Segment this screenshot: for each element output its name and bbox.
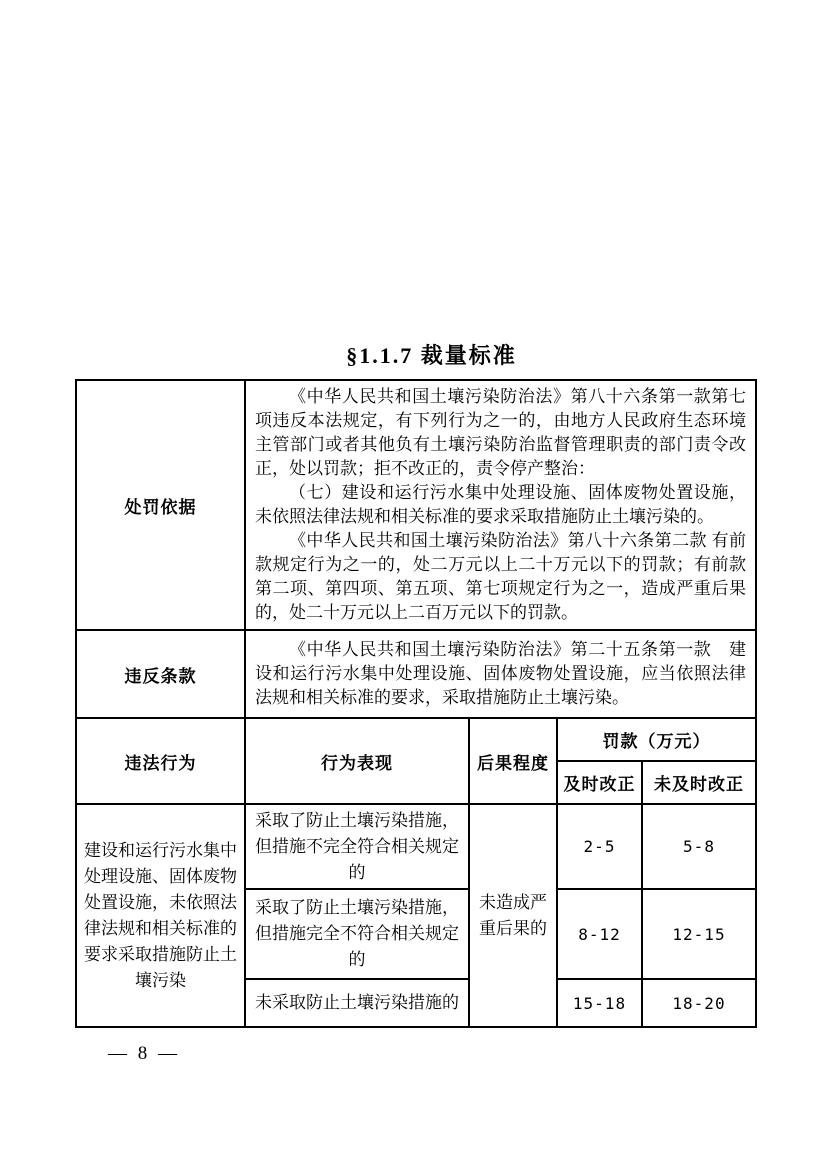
penalty-basis-label: 处罚依据 xyxy=(76,380,245,630)
penalty-basis-content xyxy=(245,380,756,630)
violated-clause-content xyxy=(245,630,756,718)
fine-not-timely-cell-1: 5-8 xyxy=(642,804,756,889)
header-behavior: 行为表现 xyxy=(245,718,469,804)
table-row-violated-clause xyxy=(76,630,756,718)
header-timely-correction: 及时改正 xyxy=(557,761,642,804)
header-fine: 罚款（万元） xyxy=(557,718,756,761)
fine-timely-cell-3: 15-18 xyxy=(557,979,642,1027)
table-row-penalty-basis xyxy=(76,380,756,630)
header-consequence: 后果程度 xyxy=(469,718,557,804)
consequence-cell: 未造成严重后果的 xyxy=(469,804,557,1027)
table-header-row-1 xyxy=(76,718,756,761)
header-not-timely-correction: 未及时改正 xyxy=(642,761,756,804)
fine-timely-cell-1: 2-5 xyxy=(557,804,642,889)
table-row-data-1 xyxy=(76,804,756,889)
penalty-basis-paragraph-3: 《中华人民共和国土壤污染防治法》第八十六条第二款 有前款规定行为之一的，处二万元以上二十万元以下的罚款；有前款第二项、第四项、第五项、第七项规定行为之一，造成严重后果的，处二十万元以上二百万元以下的罚款。 xyxy=(255,531,746,622)
behavior-cell-2: 采取了防止土壤污染措施，但措施完全不符合相关规定的 xyxy=(245,889,469,979)
illegal-act-cell: 建设和运行污水集中处理设施、固体废物处置设施，未依照法律法规和相关标准的要求采取措施防止土壤污染 xyxy=(76,804,245,1027)
page-number: — 8 — xyxy=(108,1043,180,1064)
fine-timely-cell-2: 8-12 xyxy=(557,889,642,979)
section-title: §1.1.7 裁量标准 xyxy=(346,343,517,368)
penalty-standards-table xyxy=(75,379,757,1028)
violated-clause-paragraph-1: 《中华人民共和国土壤污染防治法》第二十五条第一款 建设和运行污水集中处理设施、固体废物处置设施，应当依照法律法规和相关标准的要求，采取措施防止土壤污染。 xyxy=(255,640,746,707)
fine-not-timely-cell-2: 12-15 xyxy=(642,889,756,979)
penalty-basis-paragraph-2: （七）建设和运行污水集中处理设施、固体废物处置设施，未依照法律法规和相关标准的要求采取措施防止土壤污染的。 xyxy=(255,483,746,526)
fine-not-timely-cell-3: 18-20 xyxy=(642,979,756,1027)
violated-clause-label: 违反条款 xyxy=(76,630,245,718)
penalty-basis-paragraph-1: 《中华人民共和国土壤污染防治法》第八十六条第一款第七项违反本法规定，有下列行为之一的，由地方人民政府生态环境主管部门或者其他负有土壤污染防治监督管理职责的部门责令改正，处以罚款；拒不改正的，责令停产整治： xyxy=(255,387,746,478)
behavior-cell-1: 采取了防止土壤污染措施，但措施不完全符合相关规定的 xyxy=(245,804,469,889)
header-illegal-act: 违法行为 xyxy=(76,718,245,804)
behavior-cell-3: 未采取防止土壤污染措施的 xyxy=(245,979,469,1027)
